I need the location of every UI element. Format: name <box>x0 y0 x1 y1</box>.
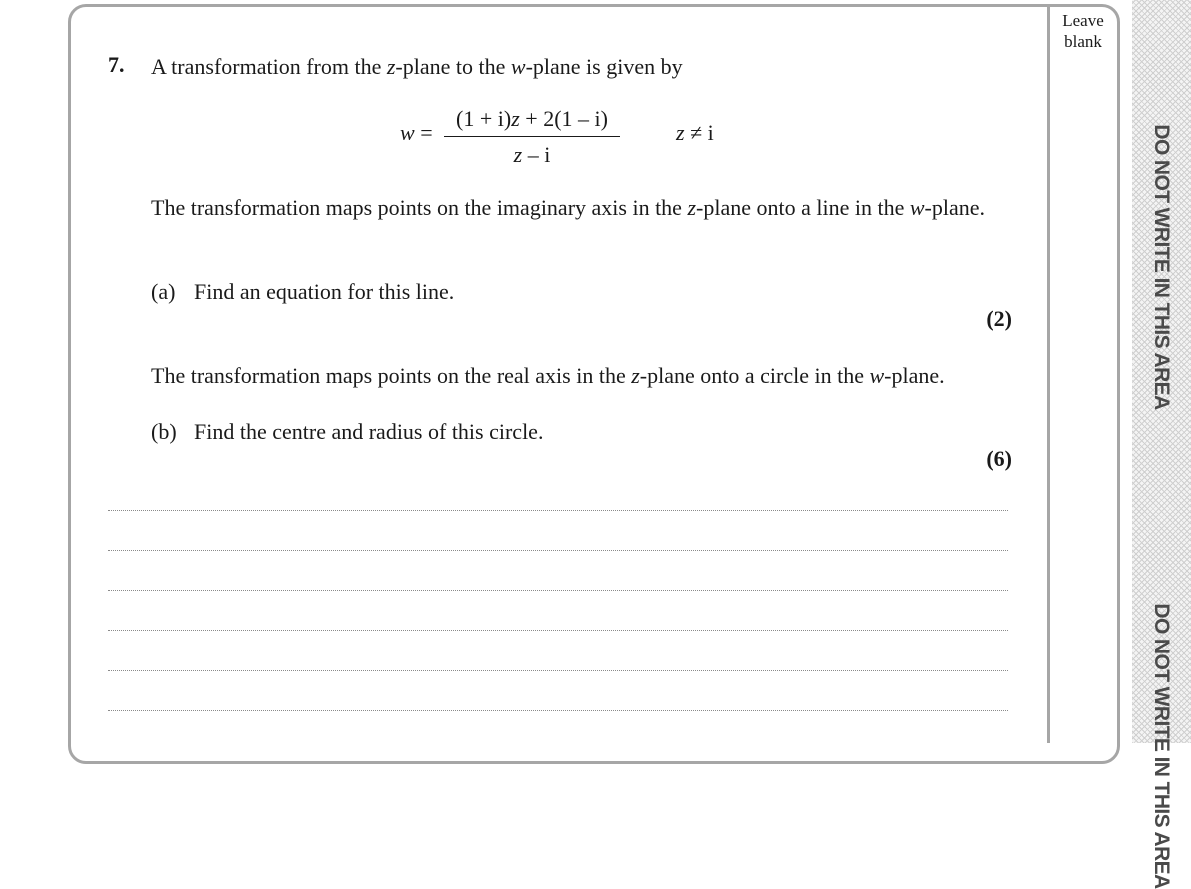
equation-fraction <box>444 104 620 170</box>
fraction-bar <box>444 136 620 137</box>
part-b-marks: (6) <box>986 446 1012 471</box>
equation-lhs: w = <box>400 120 433 145</box>
statement-imaginary-axis: The transformation maps points on the imaginary axis in the z-plane onto a line in the w-plane. <box>151 195 985 220</box>
do-not-write-warning: DO NOT WRITE IN THIS AREA <box>1150 124 1173 410</box>
equation-denominator: z – i <box>513 142 551 167</box>
answer-line[interactable] <box>108 590 1008 591</box>
equation-numerator: (1 + i)z + 2(1 – i) <box>456 106 608 131</box>
answer-line[interactable] <box>108 550 1008 551</box>
answer-line[interactable] <box>108 670 1008 671</box>
answer-line[interactable] <box>108 630 1008 631</box>
part-a-label: (a) <box>151 279 176 304</box>
transformation-equation <box>400 104 740 168</box>
question-intro: A transformation from the z-plane to the w-plane is given by <box>151 54 683 79</box>
part-a-text: Find an equation for this line. <box>194 279 455 304</box>
answer-line[interactable] <box>108 710 1008 711</box>
statement-real-axis: The transformation maps points on the real axis in the z-plane onto a circle in the w-plane. <box>151 363 945 388</box>
leave-blank-label: Leave blank <box>1062 11 1104 51</box>
part-a-marks: (2) <box>986 306 1012 331</box>
answer-line[interactable] <box>108 510 1008 511</box>
equation-condition: z ≠ i <box>676 120 714 145</box>
part-b-text: Find the centre and radius of this circle. <box>194 419 544 444</box>
do-not-write-warning: DO NOT WRITE IN THIS AREA <box>1150 603 1173 889</box>
part-b-label: (b) <box>151 419 177 444</box>
margin-divider <box>1047 6 1050 743</box>
question-number: 7. <box>108 52 125 77</box>
